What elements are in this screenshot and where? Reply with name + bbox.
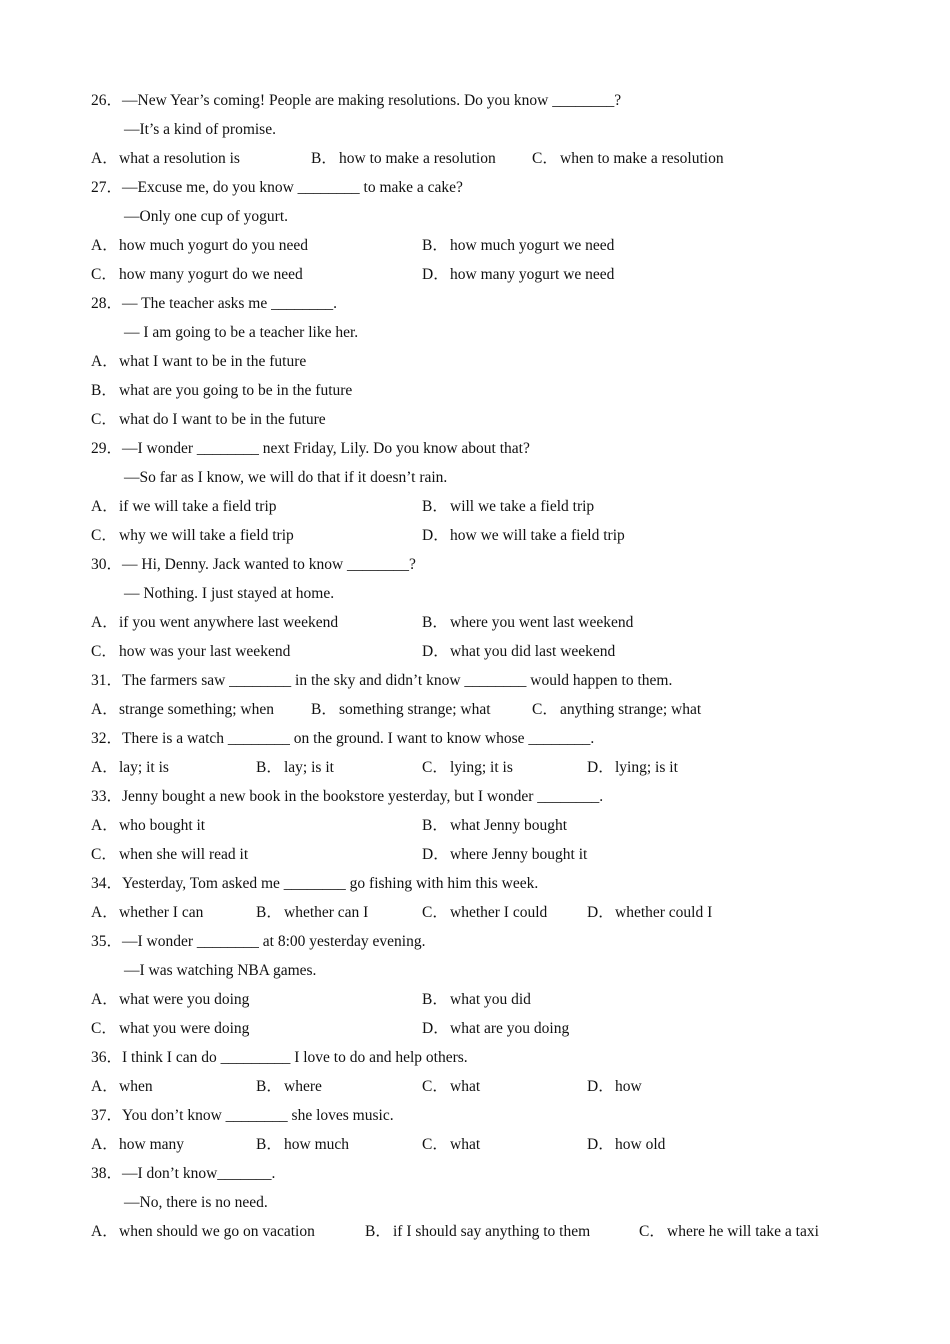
question-text: — The teacher asks me ________.: [122, 295, 337, 312]
question-30-reply: — Nothing. I just stayed at home.: [124, 585, 335, 602]
option-b: B． how to make a resolution: [311, 150, 496, 167]
question-text: The farmers saw ________ in the sky and didn’t know ________ would happen to them.: [122, 672, 673, 689]
question-26-stem: [91, 86, 621, 115]
question-text: Jenny bought a new book in the bookstore yesterday, but I wonder ________.: [122, 788, 604, 805]
option-c: C． what: [422, 1136, 481, 1153]
option-c: C． whether I could: [422, 904, 548, 921]
option-d: D．whether could I: [587, 904, 713, 921]
option-d: D．how many yogurt we need: [422, 266, 615, 283]
option-a: A．when: [91, 1078, 153, 1095]
option-b: B． where you went last weekend: [422, 614, 634, 631]
option-c: C． what do I want to be in the future: [91, 411, 326, 428]
question-text: Yesterday, Tom asked me ________ go fishing with him this week.: [122, 875, 539, 892]
question-text: —New Year’s coming! People are making resolutions. Do you know ________?: [122, 92, 622, 109]
question-33-stem: [91, 782, 603, 811]
question-number: 30．: [91, 556, 123, 573]
option-d: D．what are you doing: [422, 1020, 570, 1037]
option-a: A．what I want to be in the future: [91, 353, 307, 370]
option-d: D．lying; is it: [587, 759, 678, 776]
option-c: C． when she will read it: [91, 846, 249, 863]
option-a: A．how much yogurt do you need: [91, 237, 308, 254]
question-27-stem: [91, 173, 463, 202]
option-a: A．strange something; when: [91, 701, 274, 718]
question-28-stem: [91, 289, 337, 318]
option-b: B． how much yogurt we need: [422, 237, 615, 254]
question-35-stem: [91, 927, 425, 956]
question-text: There is a watch ________ on the ground. I want to know whose ________.: [122, 730, 595, 747]
option-a: A．who bought it: [91, 817, 206, 834]
question-number: 29．: [91, 440, 123, 457]
question-number: 37．: [91, 1107, 123, 1124]
option-b: B． whether can I: [256, 904, 369, 921]
option-c: C． how many yogurt do we need: [91, 266, 303, 283]
question-number: 38．: [91, 1165, 123, 1182]
option-a: A．whether I can: [91, 904, 204, 921]
option-c: C． what you were doing: [91, 1020, 250, 1037]
option-a: A．lay; it is: [91, 759, 169, 776]
option-d: D．how we will take a field trip: [422, 527, 625, 544]
option-c: C． how was your last weekend: [91, 643, 291, 660]
option-d: D．how old: [587, 1136, 666, 1153]
question-number: 35．: [91, 933, 123, 950]
option-b: B． what you did: [422, 991, 531, 1008]
option-c: C． anything strange; what: [532, 701, 702, 718]
question-32-stem: [91, 724, 594, 753]
question-text: —I don’t know_______.: [122, 1165, 276, 1182]
question-36-stem: [91, 1043, 468, 1072]
question-number: 26．: [91, 92, 123, 109]
option-d: D．what you did last weekend: [422, 643, 616, 660]
question-28-reply: — I am going to be a teacher like her.: [124, 324, 359, 341]
question-29-stem: [91, 434, 530, 463]
question-26-reply: —It’s a kind of promise.: [124, 121, 276, 138]
option-b: B． what Jenny bought: [422, 817, 568, 834]
question-31-stem: [91, 666, 672, 695]
question-number: 27．: [91, 179, 123, 196]
option-a: A．what were you doing: [91, 991, 250, 1008]
option-a: A．what a resolution is: [91, 150, 240, 167]
question-text: — Hi, Denny. Jack wanted to know ________?: [122, 556, 416, 573]
question-number: 33．: [91, 788, 123, 805]
question-text: —I wonder ________ next Friday, Lily. Do you know about that?: [122, 440, 530, 457]
option-b: B． if I should say anything to them: [365, 1223, 591, 1240]
option-c: C． when to make a resolution: [532, 150, 724, 167]
option-b: B． lay; is it: [256, 759, 334, 776]
question-34-stem: [91, 869, 538, 898]
question-37-stem: [91, 1101, 394, 1130]
option-d: D．where Jenny bought it: [422, 846, 588, 863]
question-30-stem: [91, 550, 416, 579]
option-c: C． what: [422, 1078, 481, 1095]
question-number: 34．: [91, 875, 123, 892]
question-number: 28．: [91, 295, 123, 312]
option-b: B． something strange; what: [311, 701, 491, 718]
question-number: 32．: [91, 730, 123, 747]
option-a: A．if you went anywhere last weekend: [91, 614, 339, 631]
question-38-stem: [91, 1159, 275, 1188]
option-c: C． where he will take a taxi: [639, 1223, 819, 1240]
question-text: —Excuse me, do you know ________ to make a cake?: [122, 179, 463, 196]
question-text: You don’t know ________ she loves music.: [122, 1107, 394, 1124]
question-text: I think I can do _________ I love to do and help others.: [122, 1049, 468, 1066]
question-38-reply: —No, there is no need.: [124, 1194, 268, 1211]
option-b: B． will we take a field trip: [422, 498, 595, 515]
option-b: B． what are you going to be in the future: [91, 382, 353, 399]
question-35-reply: —I was watching NBA games.: [124, 962, 317, 979]
option-d: D．how: [587, 1078, 642, 1095]
question-number: 31．: [91, 672, 123, 689]
question-29-reply: —So far as I know, we will do that if it doesn’t rain.: [124, 469, 448, 486]
question-number: 36．: [91, 1049, 123, 1066]
option-b: B． where: [256, 1078, 322, 1095]
option-b: B． how much: [256, 1136, 350, 1153]
option-c: C． why we will take a field trip: [91, 527, 294, 544]
option-a: A．when should we go on vacation: [91, 1223, 315, 1240]
question-text: —I wonder ________ at 8:00 yesterday evening.: [122, 933, 426, 950]
option-a: A．how many: [91, 1136, 185, 1153]
question-27-reply: —Only one cup of yogurt.: [124, 208, 289, 225]
option-a: A．if we will take a field trip: [91, 498, 277, 515]
option-c: C． lying; it is: [422, 759, 513, 776]
